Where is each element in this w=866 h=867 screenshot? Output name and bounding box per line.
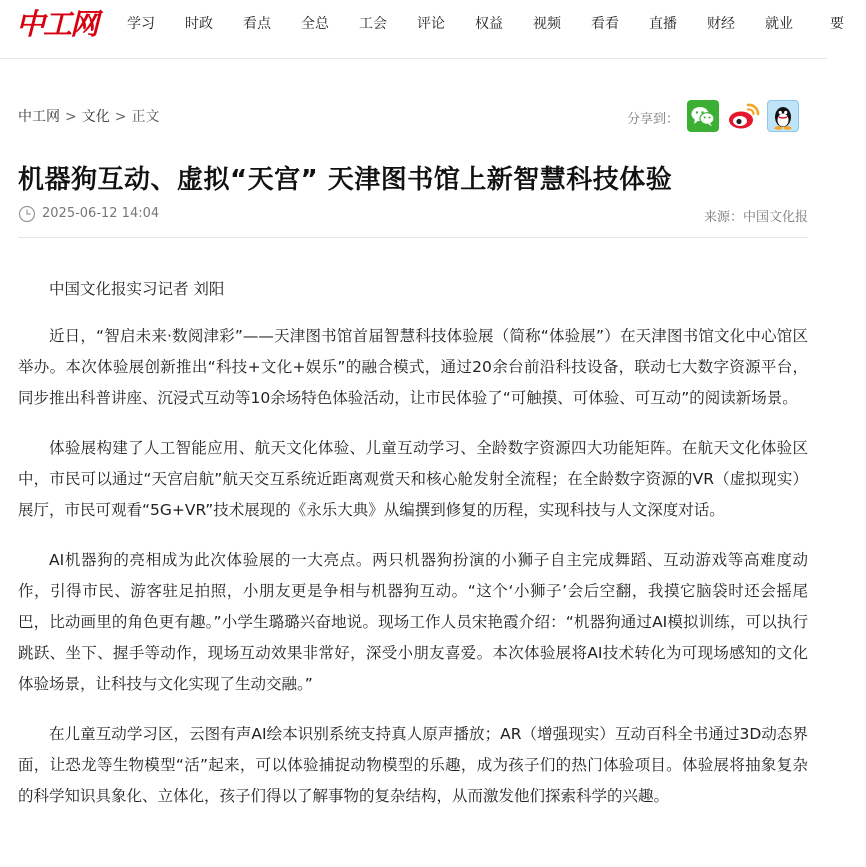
breadcrumb-current: 正文 (131, 109, 160, 125)
nav-item-more[interactable]: 要 (830, 16, 844, 32)
article-source: 来源：中国文化报 (703, 210, 808, 225)
nav-item-live[interactable]: 直播 (649, 16, 677, 32)
breadcrumb (18, 106, 159, 126)
share-label: 分享到： (626, 112, 679, 127)
share-bar (626, 100, 799, 134)
article-body (18, 274, 808, 831)
breadcrumb-culture[interactable]: 文化 (81, 109, 110, 125)
main-nav (112, 0, 866, 48)
article-paragraph: 在儿童互动学习区，云图有声AI绘本识别系统支持真人原声播放；AR（增强现实）互动百科全书通过3D动态界面，让恐龙等生物模型“活”起来，可以体验捕捉动物模型的乐趣，成为孩子们的热门体验项目。体验展将抽象复杂的科学知识具象化、立体化，孩子们得以了解事物的复杂结构，从而激发他们探索科学的兴趣。 (18, 725, 808, 805)
nav-item-union[interactable]: 工会 (359, 16, 387, 32)
site-logo[interactable]: 中工网 (16, 7, 98, 41)
nav-item-commentary[interactable]: 评论 (417, 16, 445, 32)
nav-item-watch[interactable]: 看看 (591, 16, 619, 32)
article-byline: 中国文化报实习记者 刘阳 (49, 280, 225, 298)
nav-item-federation[interactable]: 全总 (301, 16, 329, 32)
nav-item-politics[interactable]: 时政 (185, 16, 213, 32)
breadcrumb-home[interactable]: 中工网 (18, 109, 60, 125)
nav-item-study[interactable]: 学习 (127, 16, 155, 32)
article-paragraph: 体验展构建了人工智能应用、航天文化体验、儿童互动学习、全龄数字资源四大功能矩阵。在航天文化体验区中，市民可以通过“天宫启航”航天交互系统近距离观赏天和核心舱发射全流程；在全龄数字资源的VR（虚拟现实）展厅，市民可观看“5G+VR”技术展现的《永乐大典》从编撰到修复的历程，实现科技与人文深度对话。 (18, 439, 808, 519)
wechat-icon[interactable] (687, 100, 719, 132)
top-navigation-bar (0, 0, 844, 59)
nav-item-highlights[interactable]: 看点 (243, 16, 271, 32)
nav-item-jobs[interactable]: 就业 (765, 16, 793, 32)
qq-icon[interactable] (767, 100, 799, 132)
breadcrumb-separator: > (65, 109, 77, 125)
article-title: 机器狗互动、虚拟“天宫” 天津图书馆上新智慧科技体验 (18, 165, 673, 195)
publish-time: 2025-06-12 14:04 (42, 206, 160, 221)
article-paragraph: 近日，“智启未来·数阅津彩”——天津图书馆首届智慧科技体验展（简称“体验展”）在天津图书馆文化中心馆区举办。本次体验展创新推出“科技+文化+娱乐”的融合模式，通过20余台前沿科技设备，联动七大数字资源平台，同步推出科普讲座、沉浸式互动等10余场特色体验活动，让市民体验了“可触摸、可体验、可互动”的阅读新场景。 (18, 327, 808, 407)
weibo-icon[interactable] (727, 100, 759, 132)
nav-item-finance[interactable]: 财经 (707, 16, 735, 32)
clock-icon (18, 205, 36, 227)
nav-item-video[interactable]: 视频 (533, 16, 561, 32)
article-paragraph: AI机器狗的亮相成为此次体验展的一大亮点。两只机器狗扮演的小狮子自主完成舞蹈、互动游戏等高难度动作，引得市民、游客驻足拍照，小朋友更是争相与机器狗互动。“这个‘小狮子’会后空翻，我摸它脑袋时还会摇尾巴，比动画里的角色更有趣。”小学生璐璐兴奋地说。现场工作人员宋艳霞介绍：“机器狗通过AI模拟训练，可以执行跳跃、坐下、握手等动作，现场互动效果非常好，深受小朋友喜爱。本次体验展将AI技术转化为可现场感知的文化体验场景，让科技与文化实现了生动交融。” (18, 551, 808, 693)
divider (18, 237, 808, 238)
article-meta (18, 204, 808, 226)
nav-item-rights[interactable]: 权益 (475, 16, 503, 32)
breadcrumb-separator: > (114, 109, 127, 125)
